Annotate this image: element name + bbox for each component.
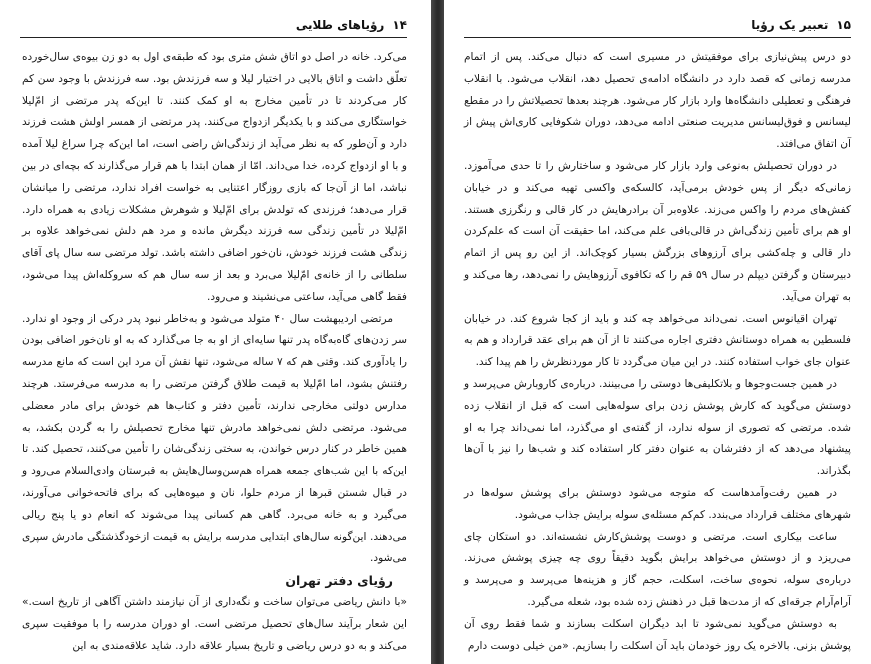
paragraph: مرتضی اردیبهشت سال ۴۰ متولد می‌شود و به‌خاطر نبود پدر درکی از وجود او ندارد. سر زدن‌های گاه‌به‌گاه پدر تنها سایه‌ای از او به جا می‌گذارد که به او نان‌خور اضافی بودن را یادآوری کند. وقتی هم که ۷ ساله می‌شود، تنها نقش آن مرد این است که مانع مدرسه رفتنش بشود، اما امّ‌لیلا به قیمت طلاق گرفتن مرتضی را به مدرسه می‌فرستد. هرچند مدارس دولتی مخارجی ندارند، تأمین دفتر و کتاب‌ها هم خودش برای مادر معضلی می‌شود. مرتضی دلش نمی‌خواهد مادرش تنها مخارج تحصیلش را به گردن بکشد، به همین خاطر در کنار درس خواندن، به سختی زندگی‌شان را تأمین می‌کنند، تحصیل کند. تا این‌که با این شب‌های جمعه همراه هم‌سن‌وسال‌هایش به قبرستان وادی‌السلام می‌رود و در قبال شستن قبرها از مردم حلوا، نان و میوه‌هایی که برای فاتحه‌خوانی می‌آورند، می‌گیرد و به خانه می‌برد. گاهی هم کسانی پیدا می‌شوند که انعام دو یا پنج ریالی می‌دهند. این‌گونه سال‌های ابتدایی مدرسه برایش به قیمت ازخودگذشتگی مادرش سپری می‌شود.: [22, 312, 407, 565]
page-number-left: ۱۴: [392, 18, 407, 32]
paragraph: به دوستش می‌گوید نمی‌شود تا ابد دیگران اسکلت بسازند و شما فقط روی آن پوشش بزنی. بالاخره یک روز خودمان باید آن اسکلت را بسازیم. «من خیلی دوست دارم: [464, 617, 851, 652]
paragraph: «با دانش ریاضی می‌توان ساخت و نگه‌داری از آن نیازمند داشتن آگاهی از تاریخ است.» این شعار برآیند سال‌های تحصیل مرتضی است. او دوران مدرسه را با موفقیت سپری می‌کند و به دو درس ریاضی و تاریخ بسیار علاقه دارد. شاید علاقه‌مندی به این: [22, 595, 407, 652]
paragraph: دو درس پیش‌نیازی برای موفقیتش در مسیری است که دنبال می‌کند. پس از اتمام مدرسه زمانی که قصد دارد در دانشگاه ادامه‌ی تحصیل دهد، انقلاب می‌شود. با انقلاب فرهنگی و تعطیلی دانشگاه‌ها وارد بازار کار می‌شود. هرچند بعدها تحصیلاتش را در مقطع لیسانس و فوق‌لیسانس مدیریت صنعتی ادامه می‌دهد، دوران شکوفایی کاری‌اش پیش از آن اتفاق می‌افتد.: [464, 51, 851, 151]
paragraph: ساعت بیکاری است. مرتضی و دوست پوشش‌کارش نشسته‌اند. دو استکان چای می‌ریزد و از دوستش می‌خواهد برایش بگوید دقیقاً روی چه چیزی پوشش می‌زند. درباره‌ی سوله، نحوه‌ی ساخت، اسکلت، حجم گاز و هزینه‌ها می‌پرسد و می‌پرسد و آرام‌آرام جرقه‌ای که از مدت‌ها قبل در ذهنش زده شده بود، شعله می‌گیرد.: [464, 530, 851, 608]
header-rule-left: [20, 37, 407, 38]
running-head-right: [464, 18, 851, 36]
paragraph: تهران اقیانوس است. نمی‌داند می‌خواهد چه کند و باید از کجا شروع کند. در خیابان فلسطین به همراه دوستانش دفتری اجاره می‌کنند تا از آن هم برای عقد قرارداد و هم به عنوان جای خواب استفاده کنند. در این میان می‌گردد تا کار موردنظرش را هم پیدا کند.: [464, 312, 851, 369]
body-text-left: [22, 47, 407, 657]
paragraph: می‌کرد. خانه در اصل دو اتاق شش متری بود که طبقه‌ی اول به دو زن بیوه‌ی سال‌خورده تعلّق داشت و اتاق بالایی در اختیار لیلا و سه فرزندش بود. سه فرزندش با وجود سن کم کار می‌کردند تا در تأمین مخارج به او کمک کنند. تا این‌که پدر مرتضی از امّ‌لیلا خواستگاری می‌کند و با یکدیگر ازدواج می‌کنند. پدر مرتضی از همسر اولش هشت فرزند دارد و آن‌طور که به نظر می‌آید از زندگی‌اش راضی است، اما این‌که چرا سراغ لیلا آمده و با او ازدواج کرده، خدا می‌داند. امّا از همان ابتدا با هم قرار می‌گذارند که بچه‌ای در بین نباشد، اما از آن‌جا که بازی روزگار اعتنایی به خواست افراد ندارد، مرتضی را میانشان قرار می‌دهد؛ فرزندی که تولدش برای امّ‌لیلا و شوهرش مشکلات زیادی به همراه دارد. امّ‌لیلا در تأمین زندگی سه فرزند دیگرش مانده و مرد هم دلش نمی‌خواهد علاوه بر زندگی هشت فرزند خودش، نان‌خور اضافی داشته باشد. تولد مرتضی سه سال پای آقای سلطانی را از خانه‌ی امّ‌لیلا می‌برد و بعد از سه سال هم که سروکله‌اش پیدا می‌شود، فقط گاهی می‌آید، ساعتی می‌نشیند و می‌رود.: [22, 51, 407, 303]
paragraph: در همین رفت‌وآمدهاست که متوجه می‌شود دوستش برای پوشش سوله‌ها در شهرهای مختلف قرارداد می‌بندد. کم‌کم مسئله‌ی سوله برایش جذاب می‌شود.: [464, 486, 851, 521]
page-number-right: ۱۵: [836, 18, 851, 32]
header-rule-right: [464, 37, 851, 38]
right-page: [444, 0, 871, 664]
paragraph: در دوران تحصیلش به‌نوعی وارد بازار کار می‌شود و ساختارش را تا حدی می‌آموزد. زمانی‌که دیگر از پس خودش برمی‌آید، کالسکه‌ی واکسی تهیه می‌کند و در خیابان کفش‌های مردم را واکس می‌زند. علاوه‌بر آن برادرهایش در کار قالی و رنگرزی هستند. او هم برای تأمین زندگی‌اش در قالی‌بافی علم می‌کند، اما حقیقت آن است که علم‌کردن دار قالی و چله‌کشی برای آرزوهای بزرگش بسیار کوچک‌اند. از این رو پس از اتمام دبیرستان و گرفتن دیپلم در سال ۵۹ قم را که تکافوی آرزوهایش را نمی‌دهد، رها می‌کند و به تهران می‌آید.: [464, 159, 851, 303]
book-spine: [431, 0, 444, 664]
running-head-left: [20, 18, 407, 36]
chapter-title-right: تعبیر یک رؤیا: [751, 18, 829, 32]
left-page: [0, 0, 431, 664]
paragraph: در همین جست‌وجوها و بلاتکلیفی‌ها دوستی را می‌بینند. درباره‌ی کاروبارش می‌پرسد و دوستش می‌گوید که کارش پوشش زدن برای سوله‌هایی است که قبل از انقلاب زده شده. مرتضی که تصوری از سوله ندارد، از گفته‌ی او می‌گذرد، اما نمی‌داند چرا به او پیشنهاد می‌دهد که از دفترشان به عنوان دفتر کار استفاده کند و شب‌ها را نیز با آن‌ها بگذراند.: [464, 377, 851, 478]
section-title: رؤیای دفتر تهران: [285, 573, 393, 589]
body-text-right: [464, 47, 851, 657]
chapter-title-left: رؤیاهای طلایی: [295, 18, 385, 32]
